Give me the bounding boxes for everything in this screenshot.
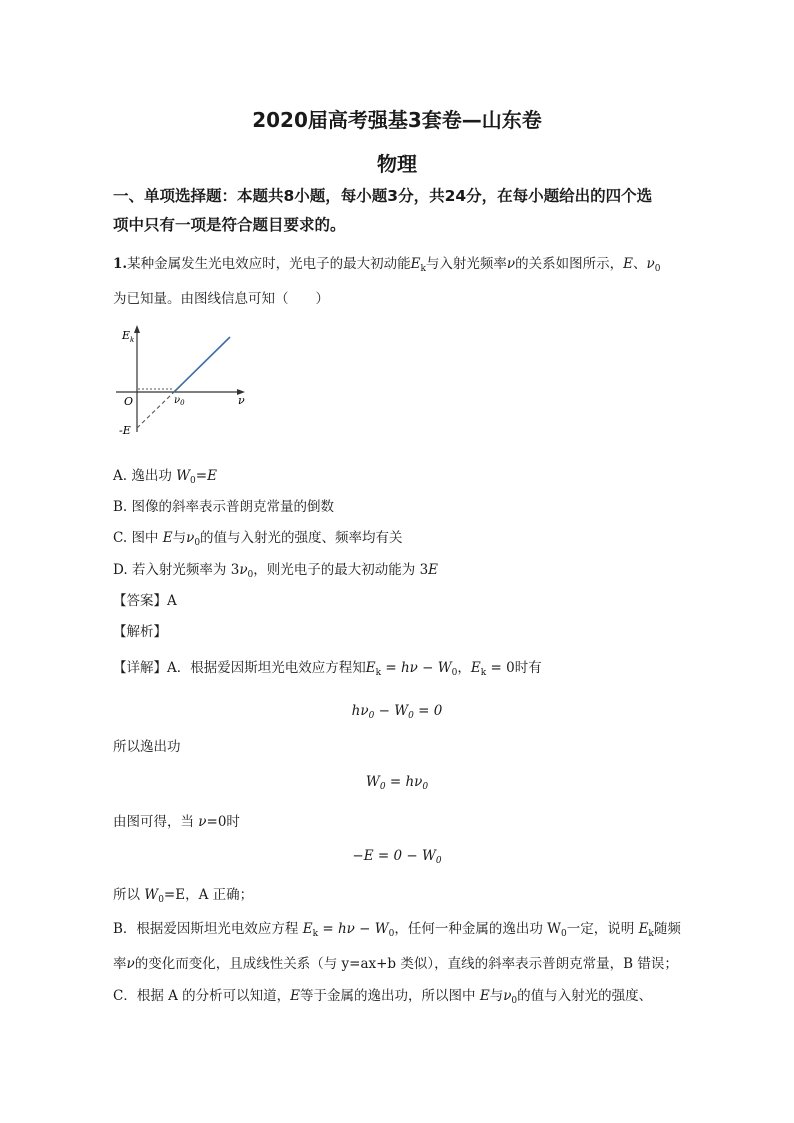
detail-paragraph-2: 所以逸出功 bbox=[113, 739, 181, 755]
equation-3: $-E = 0 - W_0$ bbox=[352, 848, 442, 866]
answer-label: 【答案】 bbox=[113, 593, 167, 609]
nu0-label: $\nu_0$ bbox=[174, 395, 185, 407]
detail-paragraph-4: 所以 $W_0=E$，A 正确； bbox=[113, 887, 254, 905]
question-stem-line1: 1.某种金属发生光电效应时，光电子的最大初动能$E_k$与入射光频率ν的关系如图所示，E、$\nu_0$ bbox=[113, 256, 661, 274]
section-heading-line2: 项中只有一项是符合题目要求的。 bbox=[113, 216, 346, 234]
ek-nu-graph bbox=[110, 322, 255, 447]
analysis-label: 【解析】 bbox=[113, 624, 167, 640]
option-b: B. 图像的斜率表示普朗克常量的倒数 bbox=[113, 499, 335, 515]
detail-paragraph-7: C．根据 A 的分析可以知道，E等于金属的逸出功，所以图中 E与$\nu_0$的值与入射光的强度、 bbox=[113, 988, 653, 1006]
equation-2: $W_0 = h\nu_0$ bbox=[365, 774, 429, 792]
option-c: C. 图中 E与$\nu_0$的值与入射光的强度、频率均有关 bbox=[113, 530, 403, 548]
detail-paragraph-6: 率ν的变化而变化，且成线性关系（与 y=ax+b 类似），直线的斜率表示普朗克常量，B 错误； bbox=[113, 956, 678, 972]
equation-1: $h\nu_0 - W_0 = 0$ bbox=[351, 703, 443, 721]
y-axis-arrow bbox=[134, 325, 140, 333]
question-number: 1. bbox=[113, 256, 128, 272]
exam-title: 2020届高考强基3套卷—山东卷 bbox=[252, 108, 542, 132]
option-d: D. 若入射光频率为 $3\nu_0$，则光电子的最大初动能为 3E bbox=[113, 562, 439, 580]
y-axis-label: $E_k$ bbox=[122, 329, 135, 344]
detail-paragraph-3: 由图可得，当 ν=0时 bbox=[113, 814, 240, 830]
minus-e-label: -E bbox=[119, 424, 131, 437]
detail-paragraph-5: B．根据爱因斯坦光电效应方程 $E_k = h\nu - W_0$，任何一种金属的逸出功 $W_0$一定，说明 $E_k$随频 bbox=[113, 921, 681, 939]
answer-value: A bbox=[167, 593, 177, 609]
answer-line bbox=[113, 592, 177, 610]
origin-label: O bbox=[124, 395, 134, 408]
detail-paragraph-1: 【详解】A．根据爱因斯坦光电效应方程知$E_k = h\nu - W_0$，$E_k = 0$时有 bbox=[113, 660, 542, 678]
section-heading-line1: 一、单项选择题：本题共8小题，每小题3分，共24分，在每小题给出的四个选 bbox=[113, 187, 653, 205]
ek-line bbox=[174, 337, 230, 392]
question-stem-line2: 为已知量。由图线信息可知（ ） bbox=[113, 291, 329, 307]
extrapolation-line bbox=[137, 392, 174, 428]
subject-title: 物理 bbox=[377, 152, 417, 176]
option-a: A. 逸出功 $W_0=E$ bbox=[113, 468, 217, 486]
x-axis-label: ν bbox=[238, 394, 245, 407]
